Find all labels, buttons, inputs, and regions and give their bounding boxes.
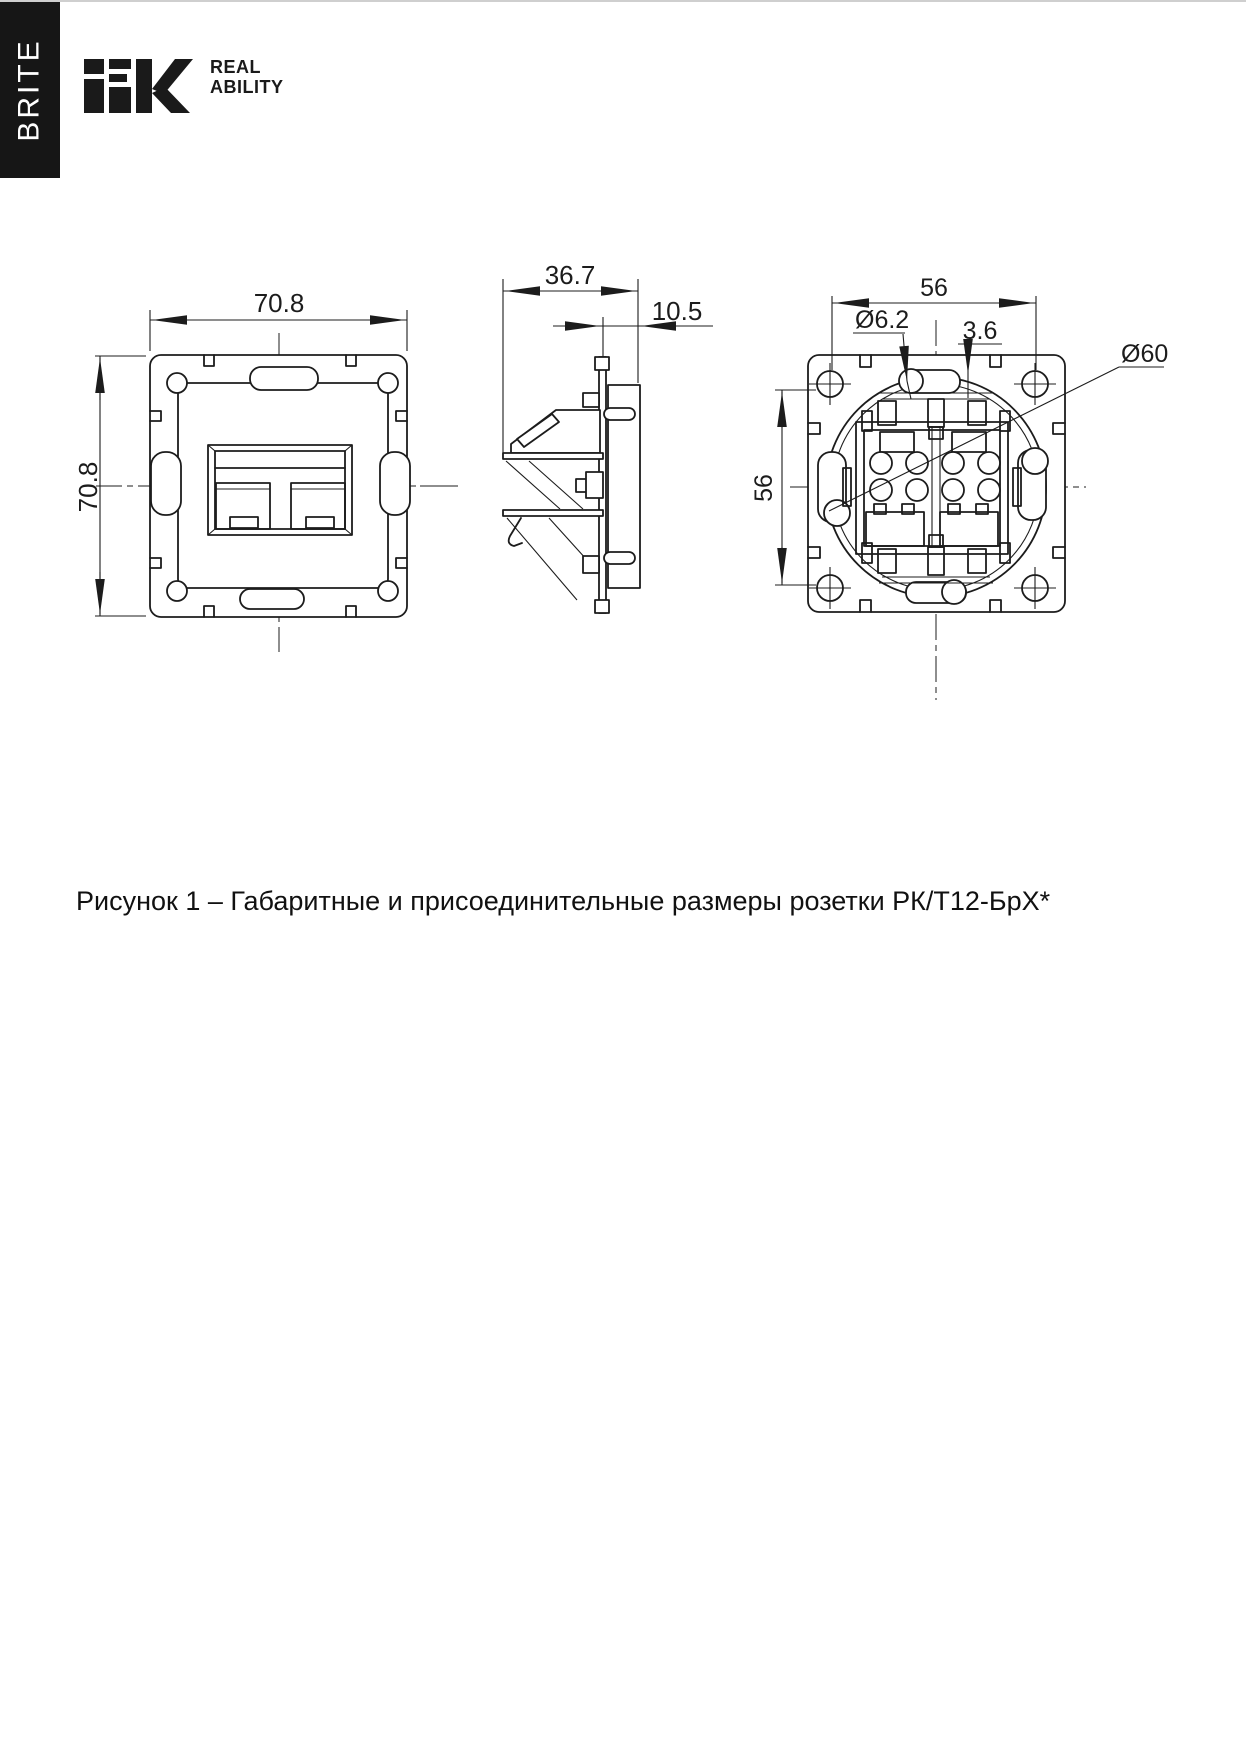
back-width-dim-label: 56 [920,274,948,302]
side-depth-dim-label: 36.7 [544,260,596,290]
side-lower-shelf [503,510,603,516]
side-view [420,260,713,613]
back-claw-hole-dim-label: Ø6.2 [855,306,910,334]
tagline-line2: ABILITY [210,77,284,97]
front-inner-frame [178,383,388,588]
tagline-line1: REAL [210,57,261,77]
side-claw-pin-bottom [604,552,635,564]
front-width-dim-label: 70.8 [253,288,305,318]
front-height-dim-label: 70.8 [73,461,103,513]
side-profile [503,357,640,613]
back-terminal-block [843,393,1021,583]
back-view [750,274,1168,700]
back-circle-dim-label: Ø60 [1121,340,1169,368]
technical-drawing [0,0,1246,720]
figure-caption: Рисунок 1 – Габаритные и присоединительные размеры розетки РК/Т12-БрХ* [76,886,1051,916]
front-view [73,288,458,652]
series-banner-label: BRITE [13,38,47,142]
side-front-depth-dimension [553,296,713,358]
side-claw-pin-top [604,408,635,420]
side-upper-shelf [503,453,603,459]
side-front-depth-dim-label: 10.5 [651,296,703,326]
back-height-dim-label: 56 [750,474,778,502]
back-slot-dim-label: 3.6 [962,317,998,345]
